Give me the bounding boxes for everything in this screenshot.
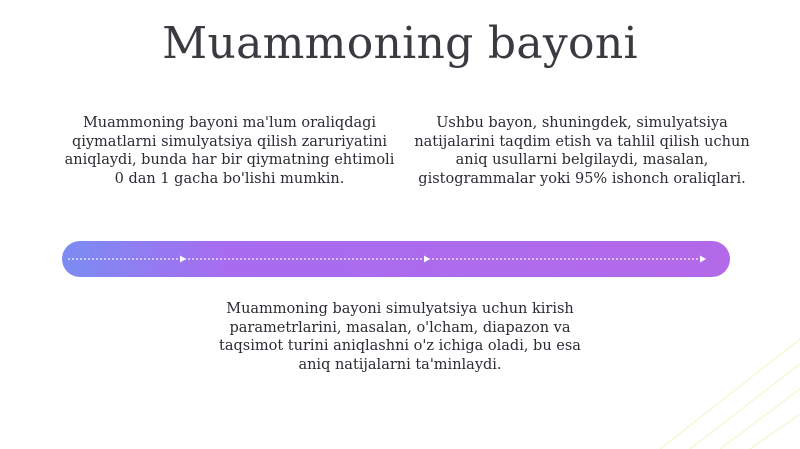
slide-title: Muammoning bayoni: [162, 18, 638, 69]
timeline-bar: [62, 241, 730, 277]
paragraph-right: Ushbu bayon, shuningdek, simulyatsiya natijalarini taqdim etish va tahlil qilish uchun aniq usullarni belgilaydi, masalan, gistogrammalar yoki 95% ishonch oraliqlari.: [414, 115, 750, 187]
paragraph-left: Muammoning bayoni ma'lum oraliqdagi qiymatlarni simulyatsiya qilish zaruriyatini aniqlaydi, bunda har bir qiymatning ehtimoli 0 dan 1 gacha bo'lishi mumkin.: [64, 115, 395, 187]
paragraph-bottom: Muammoning bayoni simulyatsiya uchun kirish parametrlarini, masalan, o'lcham, diapazon va taqsimot turini aniqlashni o'z ichiga oladi, bu esa aniq natijalarni ta'minlaydi.: [219, 301, 581, 373]
